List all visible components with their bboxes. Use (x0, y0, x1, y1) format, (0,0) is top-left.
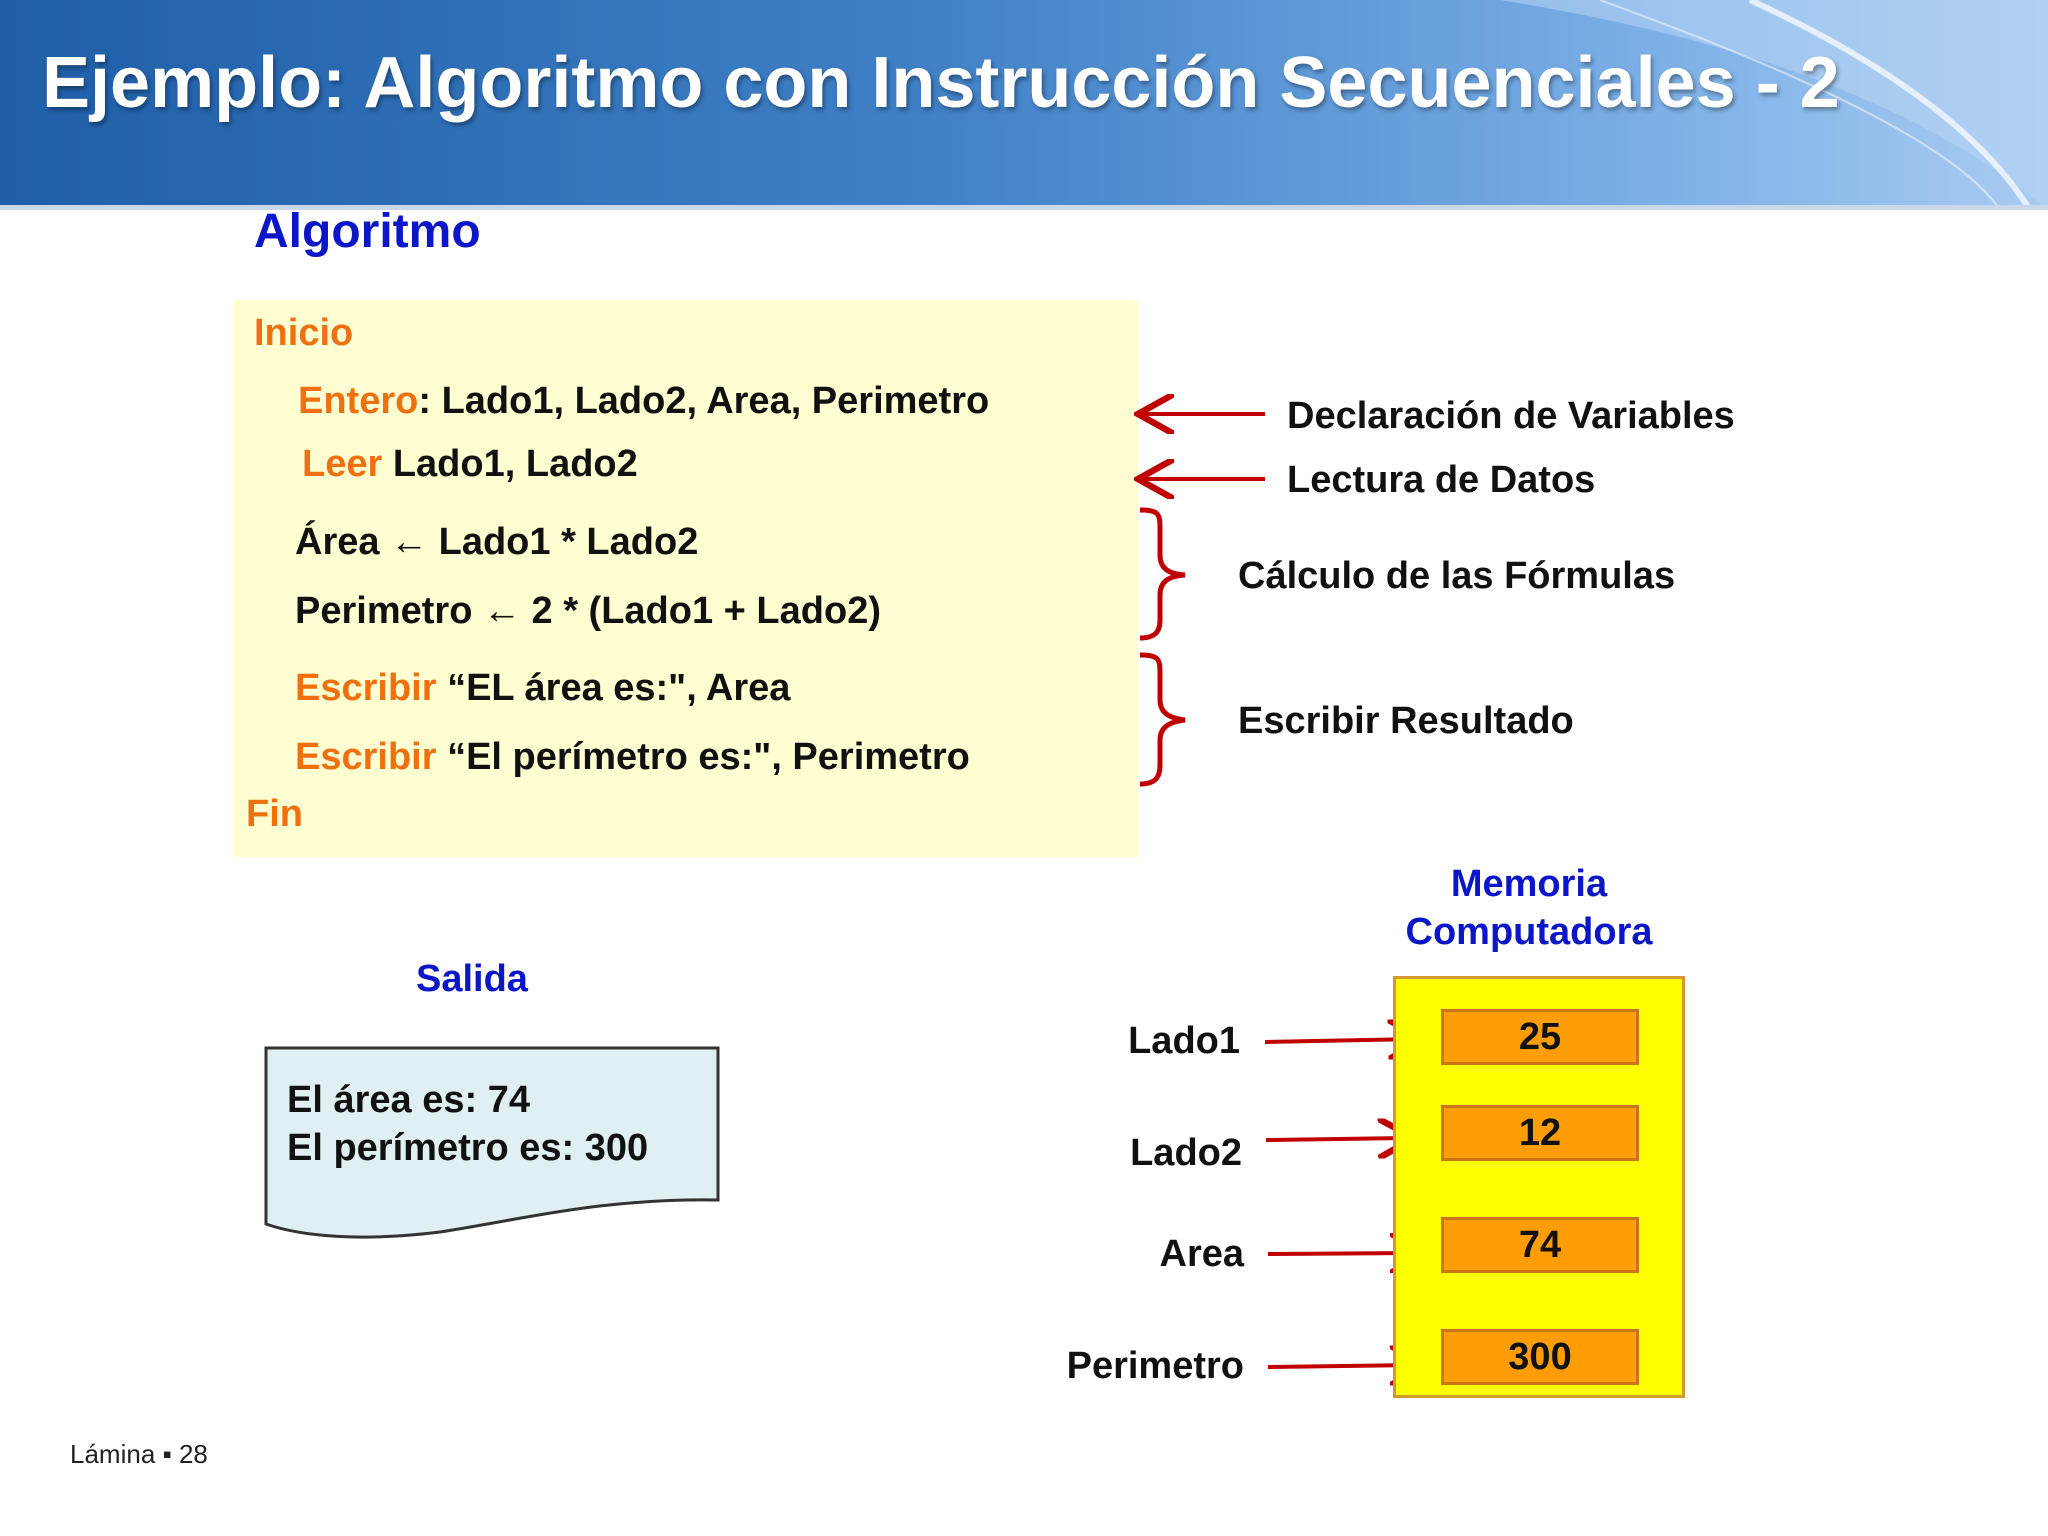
slide-title: Ejemplo: Algoritmo con Instrucción Secuenciales - 2 (42, 43, 1840, 123)
write-perimeter-args: “El perímetro es:", Perimetro (436, 736, 970, 778)
memory-cell-lado2: 12 (1441, 1105, 1639, 1161)
keyword-leer: Leer (302, 443, 383, 485)
memory-label-area: Area (1159, 1233, 1244, 1275)
annotation-lectura: Lectura de Datos (1287, 459, 1596, 501)
code-fin: Fin (246, 793, 303, 835)
brace-calculo (1140, 510, 1185, 638)
output-line-area: El área es: 74 (287, 1079, 530, 1121)
output-text (287, 1076, 648, 1172)
memory-heading-line2: Computadora (1405, 911, 1653, 953)
read-vars: Lado1, Lado2 (382, 443, 638, 485)
code-inicio: Inicio (254, 312, 354, 354)
memory-cell-perimetro: 300 (1441, 1329, 1639, 1385)
memory-cell-area: 74 (1441, 1217, 1639, 1273)
code-perimeter-formula: Perimetro ← 2 * (Lado1 + Lado2) (295, 590, 881, 632)
output-line-perimeter: El perímetro es: 300 (287, 1127, 649, 1169)
annotation-escribir: Escribir Resultado (1238, 700, 1574, 742)
write-area-args: “EL área es:", Area (436, 667, 791, 709)
memory-cell-lado1: 25 (1441, 1009, 1639, 1065)
memory-label-perimetro: Perimetro (1066, 1345, 1244, 1387)
annotation-calculo: Cálculo de las Fórmulas (1238, 555, 1676, 597)
declaration-vars: : Lado1, Lado2, Area, Perimetro (418, 380, 990, 422)
memory-heading (1393, 860, 1665, 956)
annotation-declaracion: Declaración de Variables (1287, 395, 1735, 437)
memory-label-lado2: Lado2 (1130, 1132, 1242, 1174)
arrow-lado2 (1266, 1138, 1410, 1140)
algorithm-heading: Algoritmo (254, 205, 481, 258)
code-area-formula: Área ← Lado1 * Lado2 (295, 521, 699, 563)
keyword-escribir: Escribir (295, 667, 437, 709)
slide-number: Lámina ▪ 28 (70, 1439, 208, 1469)
memory-heading-line1: Memoria (1450, 863, 1608, 905)
output-heading: Salida (416, 958, 528, 1000)
brace-escribir (1140, 655, 1185, 784)
memory-box (1393, 976, 1685, 1398)
memory-label-lado1: Lado1 (1128, 1020, 1240, 1062)
keyword-entero: Entero (298, 380, 419, 422)
keyword-escribir: Escribir (295, 736, 437, 778)
